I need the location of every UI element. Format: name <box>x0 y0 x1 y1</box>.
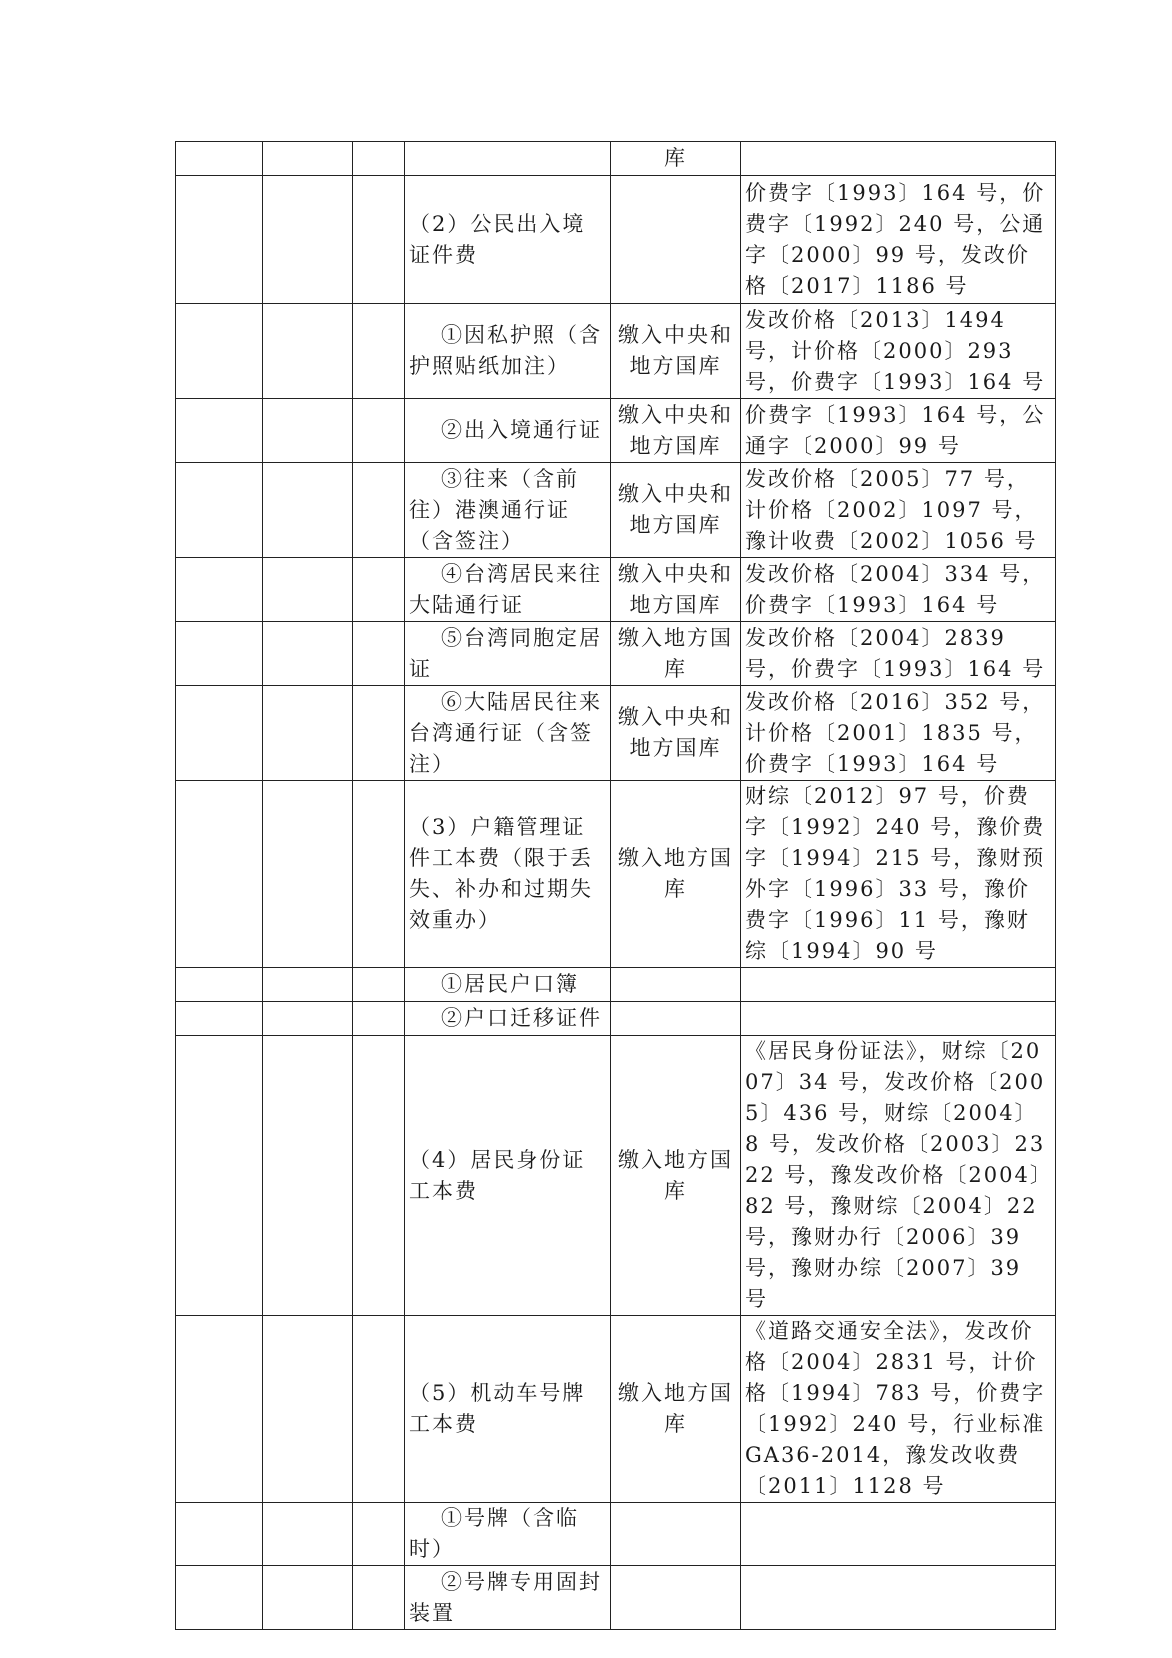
subcategory-cell <box>263 558 353 622</box>
fee-item-cell: ①因私护照（含护照贴纸加注） <box>405 304 611 399</box>
category-cell <box>176 176 263 304</box>
subcategory-cell <box>263 1503 353 1566</box>
subcategory-cell <box>263 304 353 399</box>
subcategory-cell <box>263 142 353 176</box>
subcategory-cell <box>263 463 353 558</box>
category-cell <box>176 1036 263 1316</box>
fee-item-cell: ①号牌（含临时） <box>405 1503 611 1566</box>
index-cell <box>353 463 405 558</box>
collection-method-cell <box>611 1002 741 1036</box>
index-cell <box>353 686 405 781</box>
fee-item-cell: ④台湾居民来往大陆通行证 <box>405 558 611 622</box>
table-row <box>176 304 1056 399</box>
table-row <box>176 463 1056 558</box>
legal-basis-cell: 《道路交通安全法》，发改价格〔2004〕2831 号，计价格〔1994〕783 号，价费字〔1992〕240 号，行业标准 GA36-2014，豫发改收费〔2011〕1128 号 <box>741 1316 1056 1503</box>
legal-basis-cell: 发改价格〔2013〕1494 号，计价格〔2000〕293 号，价费字〔1993〕164 号 <box>741 304 1056 399</box>
legal-basis-cell: 价费字〔1993〕164 号，公通字〔2000〕99 号 <box>741 399 1056 463</box>
legal-basis-cell: 财综〔2012〕97 号，价费字〔1992〕240 号，豫价费字〔1994〕215 号，豫财预外字〔1996〕33 号，豫价费字〔1996〕11 号，豫财综〔1994〕90 号 <box>741 781 1056 968</box>
legal-basis-cell: 发改价格〔2016〕352 号，计价格〔2001〕1835 号，价费字〔1993〕164 号 <box>741 686 1056 781</box>
fee-item-cell: ①居民户口簿 <box>405 968 611 1002</box>
table-row <box>176 142 1056 176</box>
category-cell <box>176 1002 263 1036</box>
legal-basis-cell: 发改价格〔2004〕2839 号，价费字〔1993〕164 号 <box>741 622 1056 686</box>
table-row <box>176 781 1056 968</box>
index-cell <box>353 1316 405 1503</box>
fee-item-cell: （2）公民出入境证件费 <box>405 176 611 304</box>
collection-method-cell: 缴入中央和地方国库 <box>611 558 741 622</box>
legal-basis-cell <box>741 968 1056 1002</box>
index-cell <box>353 399 405 463</box>
table-row <box>176 622 1056 686</box>
subcategory-cell <box>263 968 353 1002</box>
category-cell <box>176 781 263 968</box>
index-cell <box>353 1503 405 1566</box>
collection-method-cell: 缴入地方国库 <box>611 781 741 968</box>
category-cell <box>176 142 263 176</box>
collection-method-cell <box>611 176 741 304</box>
legal-basis-cell: 发改价格〔2005〕77 号，计价格〔2002〕1097 号，豫计收费〔2002〕1056 号 <box>741 463 1056 558</box>
fee-item-cell: ③往来（含前往）港澳通行证（含签注） <box>405 463 611 558</box>
collection-method-cell: 缴入地方国库 <box>611 622 741 686</box>
legal-basis-cell <box>741 1566 1056 1630</box>
table-row <box>176 176 1056 304</box>
fee-item-cell: （4）居民身份证工本费 <box>405 1036 611 1316</box>
table-row <box>176 1316 1056 1503</box>
fee-table <box>175 141 1056 1630</box>
fee-item-cell: ②号牌专用固封装置 <box>405 1566 611 1630</box>
index-cell <box>353 304 405 399</box>
subcategory-cell <box>263 781 353 968</box>
fee-item-cell: ②户口迁移证件 <box>405 1002 611 1036</box>
category-cell <box>176 558 263 622</box>
category-cell <box>176 1566 263 1630</box>
collection-method-cell: 缴入中央和地方国库 <box>611 686 741 781</box>
index-cell <box>353 1566 405 1630</box>
legal-basis-cell: 价费字〔1993〕164 号，价费字〔1992〕240 号，公通字〔2000〕99 号，发改价格〔2017〕1186 号 <box>741 176 1056 304</box>
collection-method-cell: 缴入地方国库 <box>611 1316 741 1503</box>
collection-method-cell: 缴入中央和地方国库 <box>611 304 741 399</box>
collection-method-cell: 缴入中央和地方国库 <box>611 463 741 558</box>
table-row <box>176 399 1056 463</box>
category-cell <box>176 622 263 686</box>
subcategory-cell <box>263 1036 353 1316</box>
legal-basis-cell <box>741 1503 1056 1566</box>
category-cell <box>176 686 263 781</box>
legal-basis-cell <box>741 142 1056 176</box>
table-row <box>176 1036 1056 1316</box>
index-cell <box>353 781 405 968</box>
index-cell <box>353 142 405 176</box>
subcategory-cell <box>263 176 353 304</box>
legal-basis-cell: 发改价格〔2004〕334 号，价费字〔1993〕164 号 <box>741 558 1056 622</box>
collection-method-cell <box>611 1566 741 1630</box>
table-row <box>176 968 1056 1002</box>
subcategory-cell <box>263 1316 353 1503</box>
category-cell <box>176 968 263 1002</box>
category-cell <box>176 304 263 399</box>
index-cell <box>353 1036 405 1316</box>
fee-item-cell <box>405 142 611 176</box>
table-row <box>176 1566 1056 1630</box>
subcategory-cell <box>263 622 353 686</box>
category-cell <box>176 1316 263 1503</box>
category-cell <box>176 399 263 463</box>
subcategory-cell <box>263 1566 353 1630</box>
fee-item-cell: （5）机动车号牌工本费 <box>405 1316 611 1503</box>
collection-method-cell <box>611 1503 741 1566</box>
index-cell <box>353 558 405 622</box>
collection-method-cell: 缴入地方国库 <box>611 1036 741 1316</box>
collection-method-cell: 缴入中央和地方国库 <box>611 399 741 463</box>
subcategory-cell <box>263 1002 353 1036</box>
table-row <box>176 1503 1056 1566</box>
fee-item-cell: ⑤台湾同胞定居证 <box>405 622 611 686</box>
collection-method-cell: 库 <box>611 142 741 176</box>
legal-basis-cell: 《居民身份证法》，财综〔2007〕34 号，发改价格〔2005〕436 号，财综〔2004〕8 号，发改价格〔2003〕2322 号，豫发改价格〔2004〕82 号，豫财综〔2004〕22 号，豫财办行〔2006〕39 号，豫财办综〔2007〕39 号 <box>741 1036 1056 1316</box>
index-cell <box>353 176 405 304</box>
collection-method-cell <box>611 968 741 1002</box>
legal-basis-cell <box>741 1002 1056 1036</box>
table-row <box>176 558 1056 622</box>
index-cell <box>353 622 405 686</box>
fee-item-cell: （3）户籍管理证件工本费（限于丢失、补办和过期失效重办） <box>405 781 611 968</box>
fee-item-cell: ②出入境通行证 <box>405 399 611 463</box>
index-cell <box>353 968 405 1002</box>
subcategory-cell <box>263 686 353 781</box>
subcategory-cell <box>263 399 353 463</box>
index-cell <box>353 1002 405 1036</box>
category-cell <box>176 463 263 558</box>
table-row <box>176 1002 1056 1036</box>
table-row <box>176 686 1056 781</box>
category-cell <box>176 1503 263 1566</box>
fee-item-cell: ⑥大陆居民往来台湾通行证（含签注） <box>405 686 611 781</box>
